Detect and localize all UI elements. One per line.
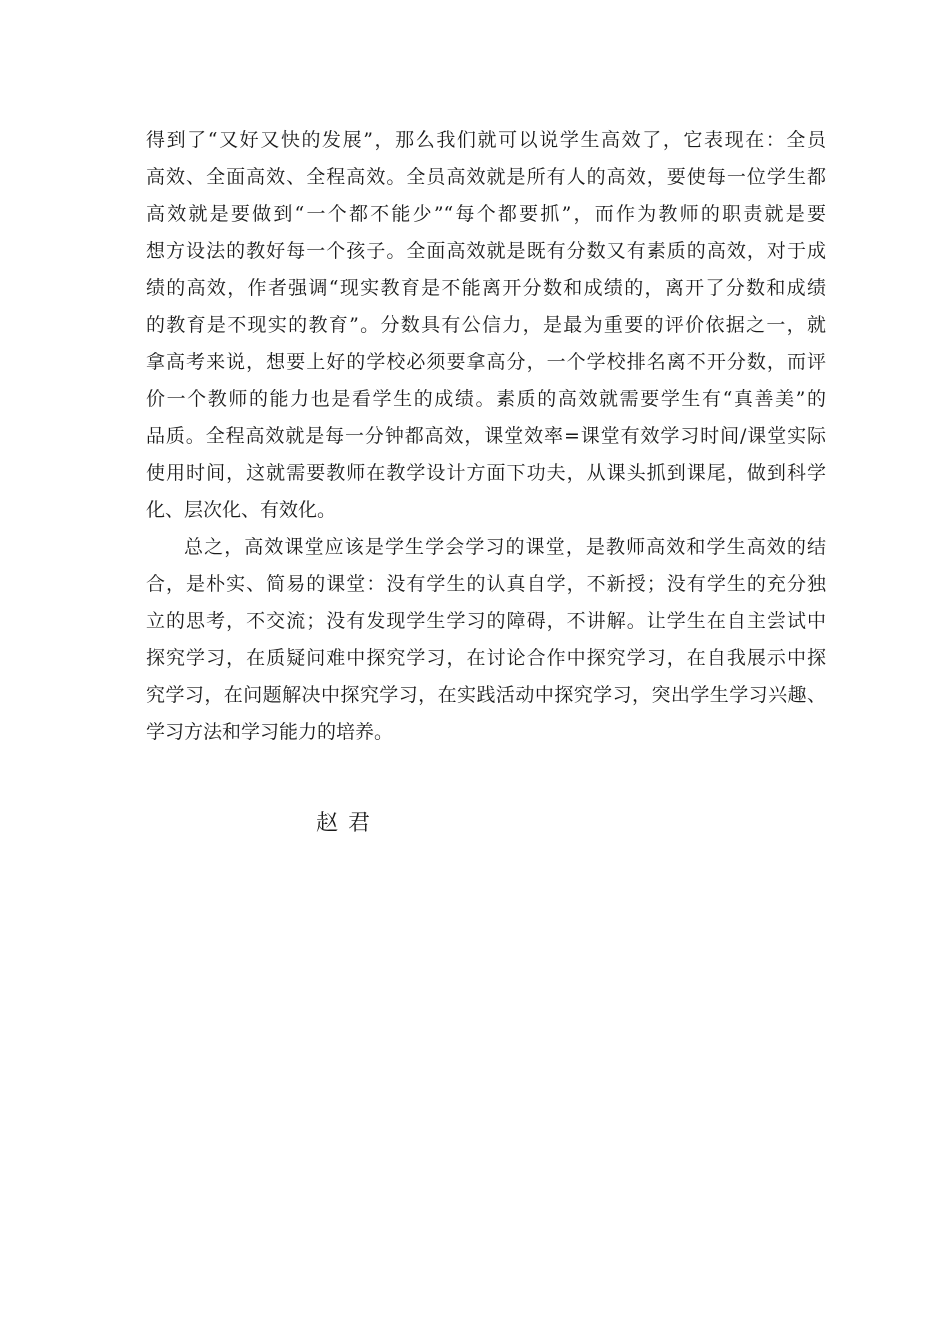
text-line: 使用时间，这就需要教师在教学设计方面下功夫，从课头抓到课尾，做到科学: [146, 462, 826, 484]
text-line: 品质。全程高效就是每一分钟都高效，课堂效率=课堂有效学习时间/课堂实际: [146, 425, 826, 447]
paragraph-efficiency: [146, 122, 826, 529]
text-line: 想方设法的教好每一个孩子。全面高效就是既有分数又有素质的高效，对于成: [146, 240, 826, 262]
body-text: [146, 122, 826, 751]
author-signature: 赵君: [316, 811, 381, 836]
text-line: 拿高考来说，想要上好的学校必须要拿高分，一个学校排名离不开分数，而评: [146, 351, 826, 373]
text-line: 化、层次化、有效化。: [146, 499, 337, 521]
text-line: 价一个教师的能力也是看学生的成绩。素质的高效就需要学生有“真善美”的: [146, 388, 826, 410]
paragraph-conclusion: [146, 529, 826, 751]
text-line: 探究学习，在质疑问难中探究学习，在讨论合作中探究学习，在自我展示中探: [146, 647, 826, 669]
text-line: 的教育是不现实的教育”。分数具有公信力，是最为重要的评价依据之一，就: [146, 314, 826, 336]
text-line: 合，是朴实、简易的课堂：没有学生的认真自学，不新授；没有学生的充分独: [146, 573, 826, 595]
text-line: 立的思考，不交流；没有发现学生学习的障碍，不讲解。让学生在自主尝试中: [146, 610, 826, 632]
text-line: 总之，高效课堂应该是学生学会学习的课堂，是教师高效和学生高效的结: [184, 536, 826, 558]
text-line: 高效、全面高效、全程高效。全员高效就是所有人的高效，要使每一位学生都: [146, 166, 826, 188]
text-line: 学习方法和学习能力的培养。: [146, 721, 394, 743]
text-line: 绩的高效，作者强调“现实教育是不能离开分数和成绩的，离开了分数和成绩: [146, 277, 826, 299]
text-line: 得到了“又好又快的发展”，那么我们就可以说学生高效了，它表现在：全员: [146, 129, 826, 151]
text-line: 高效就是要做到“一个都不能少”“每个都要抓”，而作为教师的职责就是要: [146, 203, 826, 225]
text-line: 究学习，在问题解决中探究学习，在实践活动中探究学习，突出学生学习兴趣、: [146, 684, 826, 706]
